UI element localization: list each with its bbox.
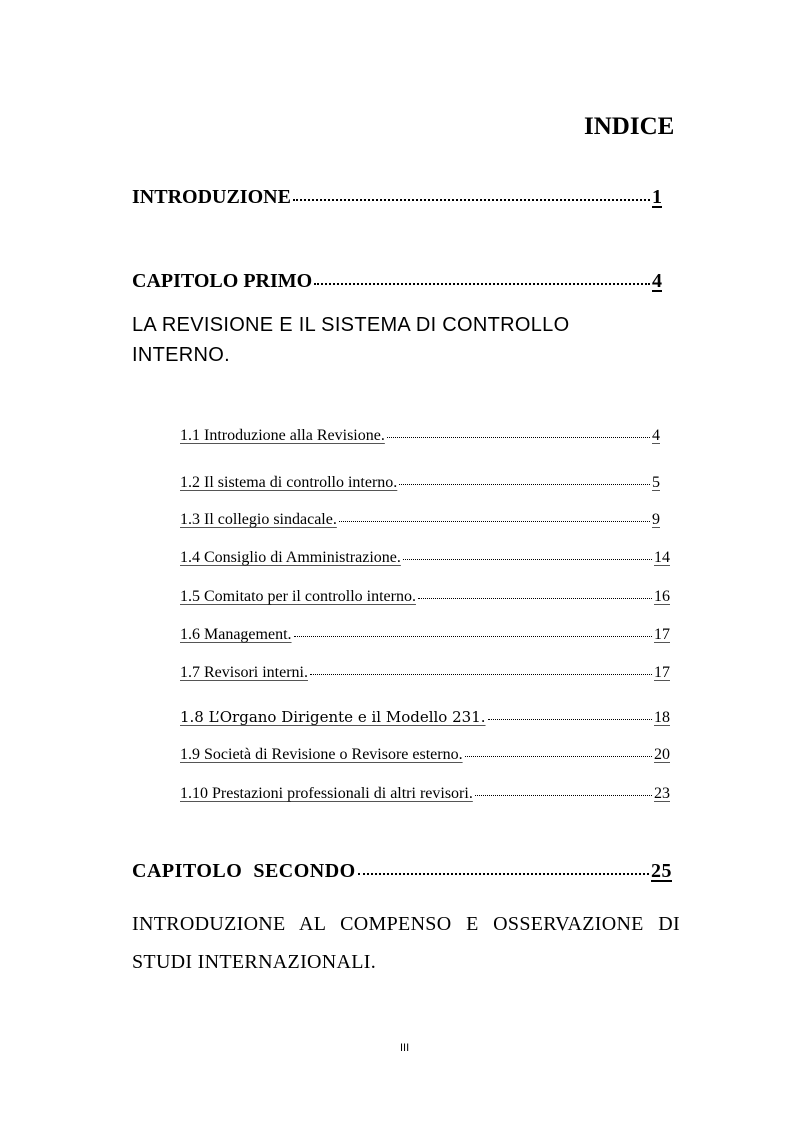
dot-leader [294,636,652,637]
toc-section-page: 4 [652,427,660,444]
toc-entry-page: 4 [652,270,662,292]
dot-leader [465,756,652,757]
dot-leader [488,719,652,720]
toc-section-page: 5 [652,474,660,491]
toc-section-page: 17 [654,626,670,643]
dot-leader [475,795,652,796]
toc-entry-page: 25 [651,860,672,882]
toc-section-page: 16 [654,588,670,605]
toc-section-label: 1.4 Consiglio di Amministrazione. [180,549,401,566]
toc-entry-introduzione[interactable] [132,186,662,209]
chapter-two-subtitle: INTRODUZIONE AL COMPENSO E OSSERVAZIONE DI STUDI INTERNAZIONALI. [132,913,680,973]
toc-section-1-9[interactable] [180,746,670,764]
toc-section-label: 1.2 Il sistema di controllo interno. [180,474,398,491]
toc-section-1-3[interactable] [180,511,660,529]
toc-section-page: 18 [654,709,670,726]
toc-section-1-8[interactable] [180,708,670,727]
toc-section-1-7[interactable] [180,664,670,682]
dot-leader [310,674,652,675]
page-number: III [400,1042,410,1054]
dot-leader [387,437,650,438]
toc-section-page: 14 [654,549,670,566]
dot-leader [314,283,650,285]
toc-section-1-1[interactable] [180,427,660,445]
toc-section-1-10[interactable] [180,785,670,803]
toc-section-label: 1.1 Introduzione alla Revisione. [180,427,385,444]
dot-leader [293,199,650,201]
chapter-one-subtitle: LA REVISIONE E IL SISTEMA DI CONTROLLO INTERNO. [132,314,570,366]
toc-section-1-2[interactable] [180,474,660,492]
toc-section-page: 9 [652,511,660,528]
toc-section-page: 20 [654,746,670,763]
toc-section-1-5[interactable] [180,588,670,606]
toc-section-1-4[interactable] [180,549,670,567]
toc-entry-page: 1 [652,186,662,208]
toc-section-page: 23 [654,785,670,802]
toc-section-label: 1.10 Prestazioni professionali di altri revisori. [180,785,473,802]
toc-section-label: 1.5 Comitato per il controllo interno. [180,588,416,605]
toc-entry-capitolo-secondo[interactable] [132,860,672,883]
page-title: INDICE [584,113,675,140]
toc-entry-capitolo-primo[interactable] [132,270,662,293]
toc-section-page: 17 [654,664,670,681]
toc-section-label: 1.6 Management. [180,626,292,643]
dot-leader [339,521,650,522]
toc-section-1-6[interactable] [180,626,670,644]
dot-leader [358,873,649,875]
dot-leader [403,559,652,560]
dot-leader [399,484,650,485]
toc-section-label: 1.9 Società di Revisione o Revisore esterno. [180,746,463,763]
toc-entry-label: INTRODUZIONE [132,186,291,208]
dot-leader [418,598,652,599]
toc-section-label: 1.8 L’Organo Dirigente e il Modello 231. [180,708,486,726]
toc-section-label: 1.7 Revisori interni. [180,664,308,681]
toc-entry-label: CAPITOLO SECONDO [132,860,356,882]
toc-entry-label: CAPITOLO PRIMO [132,270,313,292]
toc-section-label: 1.3 Il collegio sindacale. [180,511,337,528]
